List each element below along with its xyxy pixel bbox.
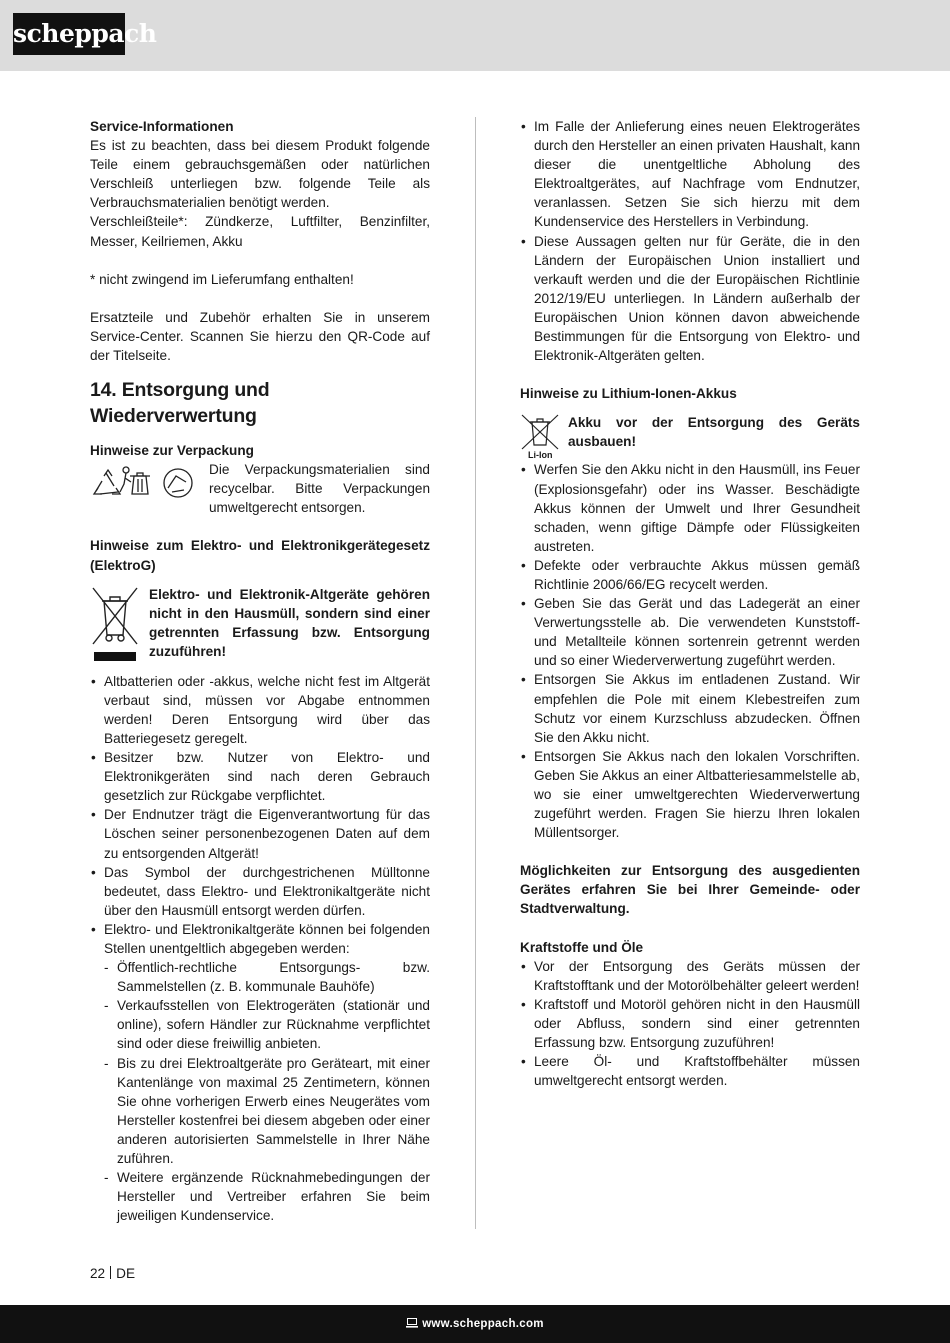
list-item: • Elektro- und Elektronikaltgeräte können bei folgenden Stellen unentgeltlich abgegeben werden: [90, 920, 430, 958]
lithium-list [520, 460, 860, 842]
liion-symbol [520, 413, 568, 460]
list-item: • Defekte oder verbrauchte Akkus müssen gemäß Richtlinie 2006/66/EG recycelt werden. [520, 556, 860, 594]
delivery-note: * nicht zwingend im Lieferumfang enthalten! [90, 271, 354, 287]
list-item: • Altbatterien oder -akkus, welche nicht fest im Altgerät verbaut sind, müssen vor Abgabe entnommen werden! Deren Entsorgung wird über das Batteriegesetz geregelt. [90, 672, 430, 748]
list-item: • Vor der Entsorgung des Geräts müssen der Kraftstofftank und der Motorölbehälter geleert werden! [520, 957, 860, 995]
fuel-list [520, 957, 860, 1091]
list-item: - Weitere ergänzende Rücknahmebedingungen der Hersteller und Vertreiber erfahren Sie beim jeweiligen Kundenservice. [90, 1168, 430, 1225]
scheppach-logo: scheppach [13, 13, 125, 55]
liion-label: Li-Ion [528, 450, 553, 461]
weee-block [90, 585, 430, 672]
list-item: • Der Endnutzer trägt die Eigenverantwortung für das Löschen seiner personenbezogenen Daten auf dem zu entsorgenden Altgerät! [90, 805, 430, 862]
elektrog-list [90, 672, 430, 958]
list-item: • Entsorgen Sie Akkus nach den lokalen Vorschriften. Geben Sie Akkus an einer Altbatteriesammelstelle ab, wo sie einer umweltgerechten Wiederverwertung zugeführt werden. Fragen Sie hierzu Ihren lokalen Müllentsorger. [520, 747, 860, 842]
spare-parts-paragraph: Ersatzteile und Zubehör erhalten Sie in unserem Service-Center. Scannen Sie hierzu den QR-Code auf der Titelseite. [90, 309, 430, 363]
list-item: • Das Symbol der durchgestrichenen Mülltonne bedeutet, dass Elektro- und Elektronikaltgeräte nicht über den Hausmüll entsorgt werden dürfen. [90, 863, 430, 920]
computer-icon [406, 1318, 418, 1328]
service-paragraph: Es ist zu beachten, dass bei diesem Produkt folgende Teile einem gebrauchsgemäßen oder natürlichen Verschleiß unterliegen bzw. folgende Teile als Verbrauchsmaterialien benötigt werden. [90, 138, 430, 211]
lithium-warning: Akku vor der Entsorgung des Geräts ausbauen! [568, 415, 860, 450]
column-divider [475, 117, 476, 1229]
list-item: • Kraftstoff und Motoröl gehören nicht in den Hausmüll oder Abfluss, sondern sind einer getrennten Erfassung bzw. Entsorgung zuzuführen! [520, 995, 860, 1052]
recycling-icons [90, 460, 209, 507]
left-column [90, 117, 430, 1225]
website-link[interactable]: www.scheppach.com [422, 1318, 544, 1330]
list-item: • Werfen Sie den Akku nicht in den Hausmüll, ins Feuer (Explosionsgefahr) oder ins Wasser. Beschädigte Akkus können der Umwelt und Ihrer Gesundheit schaden, wenn giftige Dämpfe oder Flüssigkeiten austreten. [520, 460, 860, 555]
list-item: - Bis zu drei Elektroaltgeräte pro Geräteart, mit einer Kantenlänge von maximal 25 Zentimetern, können Sie ohne vorherigen Erwerb eines Neugerätes vom Hersteller kostenfrei bei diesem abgeben oder einer anderen autorisierten Sammelstelle in Ihrer Nähe zuführen. [90, 1054, 430, 1169]
footer-bar [0, 1305, 950, 1343]
recycle-icon [90, 464, 198, 502]
list-item: • Geben Sie das Gerät und das Ladegerät an einer Verwertungsstelle ab. Die verwendeten Kunststoff- und Metallteile können sortenrein getrennt werden und so einer Wiederverwertung zugeführt werden. [520, 594, 860, 670]
lithium-title: Hinweise zu Lithium-Ionen-Akkus [520, 386, 737, 402]
right-column [520, 117, 860, 1090]
packaging-text: Die Verpackungsmaterialien sind recycelbar. Bitte Verpackungen umweltgerecht entsorgen. [209, 462, 430, 516]
collection-points-list [90, 958, 430, 1225]
lithium-block [520, 413, 860, 460]
wear-parts-paragraph: Verschleißteile*: Zündkerze, Luftfilter, Benzinfilter, Messer, Keilriemen, Akku [90, 214, 430, 249]
page-number-value: 22 [90, 1266, 106, 1281]
packaging-block [90, 460, 430, 517]
page-number [90, 1266, 135, 1282]
disposal-info: Möglichkeiten zur Entsorgung des ausgedienten Gerätes erfahren Sie bei Ihrer Gemeinde- oder Stadtverwaltung. [520, 863, 860, 917]
list-item: • Entsorgen Sie Akkus im entladenen Zustand. Wir empfehlen die Pole mit einem Klebestreifen zum Schutz vor einem Kurzschluss abzudecken. Öffnen Sie den Akku nicht. [520, 670, 860, 746]
header-bar [0, 0, 950, 71]
list-item: - Öffentlich-rechtliche Entsorgungs- bzw. Sammelstellen (z. B. kommunale Bauhöfe) [90, 958, 430, 996]
list-item: • Leere Öl- und Kraftstoffbehälter müssen umweltgerecht entsorgt werden. [520, 1052, 860, 1090]
service-title: Service-Informationen [90, 119, 234, 134]
list-item: - Verkaufsstellen von Elektrogeräten (stationär und online), sofern Händler zur Rücknahme verpflichtet sind oder diese freiwillig anbieten. [90, 996, 430, 1053]
crossed-battery-bin-icon [520, 413, 560, 451]
packaging-title: Hinweise zur Verpackung [90, 443, 254, 459]
list-item: • Im Falle der Anlieferung eines neuen Elektrogerätes durch den Hersteller an einen privaten Haushalt, kann dieser die unentgeltliche Abholung des Elektroaltgerätes, auf Nachfrage vom Endnutzer, veranlassen. Setzen Sie sich hierzu mit dem Kundenservice des Herstellers in Verbindung. [520, 117, 860, 232]
list-item: • Diese Aussagen gelten nur für Geräte, die in den Ländern der Europäischen Union installiert und verkauft werden und die der Europäischen Richtlinie 2012/19/EU unterliegen. In Ländern außerhalb der Europäischen Union können davon abweichende Bestimmungen für die Entsorgung von Elektro- und Elektronik-Altgeräten gelten. [520, 232, 860, 366]
section-title: 14. Entsorgung und Wiederverwertung [90, 379, 270, 428]
fuel-title: Kraftstoffe und Öle [520, 939, 644, 955]
crossed-bin-icon [90, 585, 140, 667]
elektrog-title: Hinweise zum Elektro- und Elektronikgerätegesetz (ElektroG) [90, 538, 430, 573]
weee-list-continued [520, 117, 860, 365]
language-code: DE [116, 1266, 136, 1281]
list-item: • Besitzer bzw. Nutzer von Elektro- und Elektronikgeräten sind nach deren Gebrauch gesetzlich zur Rückgabe verpflichtet. [90, 748, 430, 805]
weee-warning: Elektro- und Elektronik-Altgeräte gehören nicht in den Hausmüll, sondern sind einer getrennten Erfassung bzw. Entsorgung zuzuführen! [149, 586, 430, 659]
weee-symbol [90, 585, 149, 672]
